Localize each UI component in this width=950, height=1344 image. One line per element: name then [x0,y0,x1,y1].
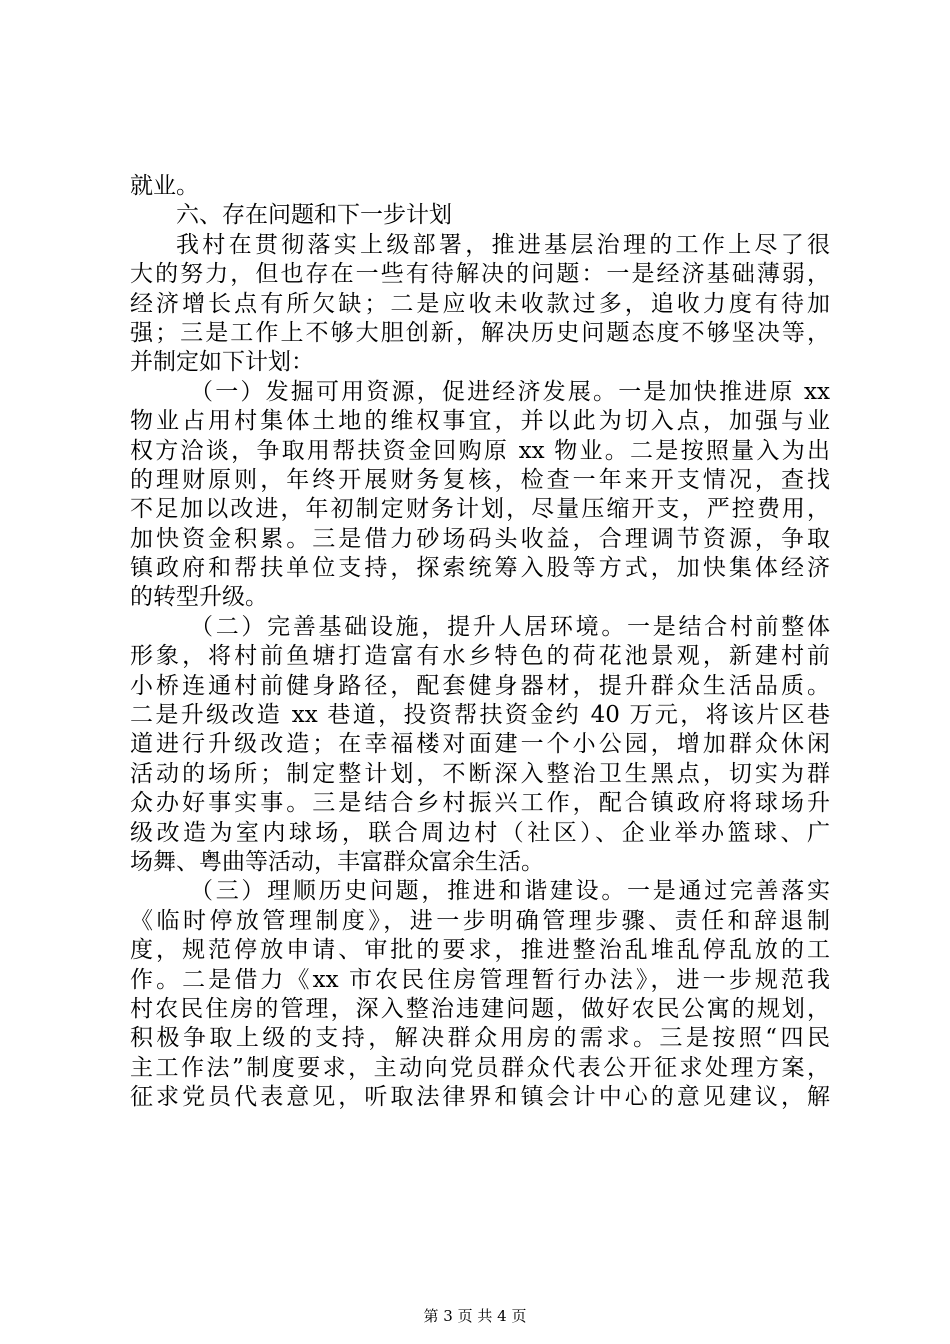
text-line: 形象，将村前鱼塘打造富有水乡特色的荷花池景观，新建村前 [130,643,830,670]
text-line: 征求党员代表意见，听取法律界和镇会计中心的意见建议，解 [130,1084,830,1111]
text-line: 二是升级改造 xx 巷道，投资帮扶资金约 40 万元，将该片区巷 [130,702,830,729]
text-line: 镇政府和帮扶单位支持，探索统筹入股等方式，加快集体经济 [130,555,830,582]
text-line: 强；三是工作上不够大胆创新，解决历史问题态度不够坚决等， [130,319,830,346]
text-line: 活动的场所；制定整计划，不断深入整治卫生黑点，切实为群 [130,760,830,787]
page-number: 第 3 页 共 4 页 [423,1307,527,1325]
text-line: 场舞、粤曲等活动，丰富群众富余生活。 [130,848,544,875]
text-line: 的转型升级。 [130,584,268,611]
text-line: 我村在贯彻落实上级部署，推进基层治理的工作上尽了很 [176,231,830,258]
text-line: 积极争取上级的支持，解决群众用房的需求。三是按照“四民 [130,1025,830,1052]
subsection-line: （二）完善基础设施，提升人居环境。一是结合村前整体 [190,613,830,640]
text-line: 众办好事实事。三是结合乡村振兴工作，配合镇政府将球场升 [130,790,830,817]
text-line: 道进行升级改造；在幸福楼对面建一个小公园，增加群众休闲 [130,731,830,758]
text-line: 级改造为室内球场，联合周边村（社区）、企业举办篮球、广 [130,819,830,846]
text-line: 小桥连通村前健身路径，配套健身器材，提升群众生活品质。 [130,672,830,699]
text-line: 加快资金积累。三是借力砂场码头收益，合理调节资源，争取 [130,525,830,552]
subsection-line: （三）理顺历史问题，推进和谐建设。一是通过完善落实 [190,878,830,905]
text-line: 主工作法”制度要求，主动向党员群众代表公开征求处理方案， [130,1054,830,1081]
section-heading: 六、存在问题和下一步计划 [176,202,452,229]
text-line: 并制定如下计划： [130,349,314,376]
text-line: 经济增长点有所欠缺；二是应收未收款过多，追收力度有待加 [130,290,830,317]
text-line: 村农民住房的管理，深入整治违建问题，做好农民公寓的规划， [130,995,830,1022]
document-body [130,172,830,1113]
text-line: 的理财原则，年终开展财务复核，检查一年来开支情况，查找 [130,466,830,493]
text-line: 权方洽谈，争取用帮扶资金回购原 xx 物业。二是按照量入为出 [130,437,830,464]
text-line: 作。二是借力《xx 市农民住房管理暂行办法》，进一步规范我 [130,966,830,993]
text-line: 物业占用村集体土地的维权事宜，并以此为切入点，加强与业 [130,408,830,435]
text-line: 大的努力，但也存在一些有待解决的问题：一是经济基础薄弱， [130,261,830,288]
text-line: 度，规范停放申请、审批的要求，推进整治乱堆乱停乱放的工 [130,937,830,964]
subsection-line: （一）发掘可用资源，促进经济发展。一是加快推进原 xx [190,378,830,405]
text-line: 《临时停放管理制度》，进一步明确管理步骤、责任和辞退制 [130,907,830,934]
text-line: 不足加以改进，年初制定财务计划，尽量压缩开支，严控费用， [130,496,830,523]
text-line: 就业。 [130,173,199,199]
